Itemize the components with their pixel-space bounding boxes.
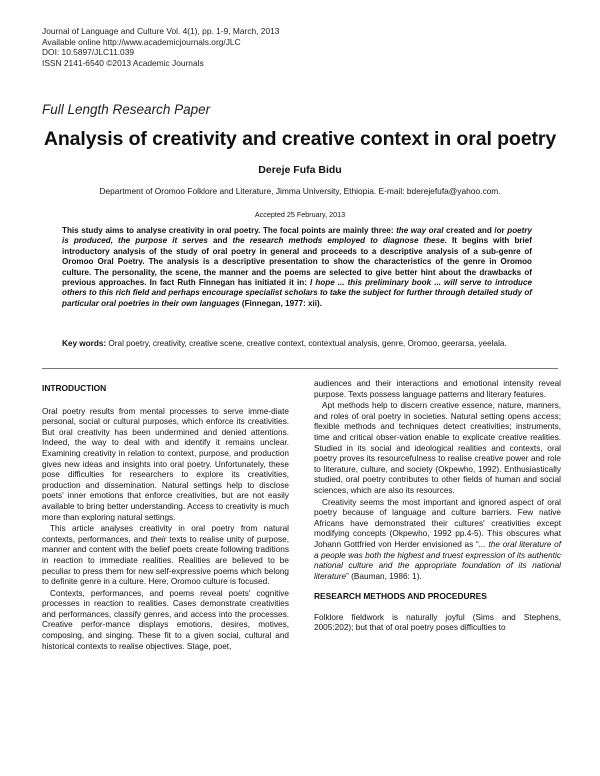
- methods-paragraph: Folklore fieldwork is naturally joyful (Sims and Stephens, 2005:202); but that of oral poetry poses difficulties to: [314, 612, 561, 633]
- abstract-text: (Finnegan, 1977: xii).: [239, 298, 322, 308]
- right-column: [314, 379, 561, 635]
- abstract-text: It begins with brief introductory analysis of the study of oral poetry in general and proceeds to a descriptive analysis of a sub-genre of Oromoo Oral Poetry. The analysis is a descriptive presentation to show the characteristics of the genre in Oromoo culture. The personality, the scene, the manner and the poems are selected to give better hint about the drawbacks of previous approaches. In fact Ruth Finnegan has initiated it in:: [62, 236, 532, 288]
- journal-issn: ISSN 2141-6540 ©2013 Academic Journals: [42, 57, 204, 68]
- left-column: [42, 383, 289, 653]
- intro-text: ” (Bauman, 1986: 1).: [346, 571, 422, 581]
- author-name: Dereje Fufa Bidu: [258, 164, 342, 176]
- accepted-date: Accepted 25 February, 2013: [254, 210, 346, 219]
- abstract-emphasis: poetry is produced, the purpose it serves: [62, 226, 532, 246]
- intro-text: texts to realise unity of purpose, manner and content with the belief poets create following traditions in reaction to immediate realities. Realities are believed to be peculiar to press them for new self-expressive poems which belong to definite genre in a culture. Here, Oromoo culture is focused.: [42, 534, 289, 587]
- journal-doi: DOI: 10.5897/JLC11.039: [42, 47, 135, 58]
- intro-emphasis: their: [150, 534, 167, 544]
- abstract-quote: I hope ... this preliminary book ... will serve to introduce others to this rich field and perhaps encourage specialist scholars to take the subject for further through detailed study of particular oral poetries in their own languages: [62, 278, 532, 308]
- abstract-emphasis: the way oral: [396, 226, 444, 235]
- intro-paragraph: Contexts, performances, and poems reveal poets' cognitive processes in reaction to realities. Cases demonstrate creativities and performances, classify genres, and access into the processes. Creative perfor-mance displays emotions, desires, motives, composing, and singing. These fit to a given social, cultural and historical contexts to realise objectives. Stage, poet,: [42, 588, 289, 651]
- introduction-heading: INTRODUCTION: [42, 383, 107, 393]
- intro-text: This article analyses creativity in oral poetry from natural contexts, performances, and: [42, 524, 289, 544]
- journal-info: [42, 26, 279, 68]
- intro-paragraph: [314, 498, 561, 583]
- abstract-text: and: [207, 236, 233, 246]
- abstract: [62, 226, 532, 309]
- author-affiliation: Department of Oromoo Folklore and Literature, Jimma University, Ethiopia. E-mail: bderejefufa@yahoo.com.: [99, 186, 501, 196]
- intro-text: Creativity seems the most important and ignored aspect of oral poetry because of language and culture barriers. Few native Africans have demonstrated their cultures' creativities except modifying concepts (Okpewho, 1992 pp.4-5). This obscures what Johann Gottfried von Herder envisioned as “: [314, 497, 561, 549]
- keywords-label: Key words:: [62, 339, 107, 348]
- intro-paragraph: audiences and their interactions and emotional intensity reveal purpose. Texts possess language patterns and literary features.: [314, 379, 561, 399]
- intro-paragraph: Oral poetry results from mental processes to serve imme-diate personal, social or cultural purposes, which enforce its creativities. But oral creativity has been undermined and denied attentions. Indeed, the way to deal with and identify it remains unclear. Examining creativity in relation to context, purpose, and production gives new ideas and insights into oral poetry. Unfortunately, these pose difficulties for researchers to explore its creativities, production and dissemination. Natural settings help to disclose poets' inner emotions that enforce creativities, but are not easily available to bring better understanding. Access to creativity is much more than exploring natural settings.: [42, 406, 289, 522]
- paper-type: Full Length Research Paper: [42, 102, 211, 117]
- methods-heading: RESEARCH METHODS AND PROCEDURES: [314, 591, 487, 602]
- herder-quote: ... the oral literature of a people was both the highest and truest expression of its authentic national culture and the appropriate foundation of its national literature: [314, 539, 562, 581]
- intro-paragraph: [42, 524, 289, 588]
- abstract-emphasis: the research methods employed to diagnose these.: [232, 236, 447, 246]
- abstract-text: This study aims to analyse creativity in oral poetry. The focal points are mainly three:: [62, 226, 397, 235]
- abstract-text: created and /or: [443, 226, 508, 235]
- section-divider: [42, 368, 558, 369]
- intro-paragraph: Apt methods help to discern creative essence, nature, manners, and roles of oral poetry in societies. Natural setting opens access; flexible methods and techniques detect creativities; instruments, time and critical obser-vation enable to explicate creative realities. Studied in its social and ideological realities and contexts, oral poetry proves its resourcefulness to realise creative power and role to literature, culture, and society (Okpewho, 1992). Enthusiastically studied, oral poetry contributes to other fields of human and social sciences, which are also its resources.: [314, 401, 561, 495]
- journal-availability: Available online http://www.academicjournals.org/JLC: [42, 36, 241, 47]
- keywords: [62, 339, 532, 350]
- keywords-text: Oral poetry, creativity, creative scene, creative context, contextual analysis, genre, Oromoo, geerarsa, yeelala.: [106, 339, 507, 348]
- journal-citation: Journal of Language and Culture Vol. 4(1), pp. 1-9, March, 2013: [42, 26, 280, 36]
- paper-title: Analysis of creativity and creative context in oral poetry: [43, 128, 557, 150]
